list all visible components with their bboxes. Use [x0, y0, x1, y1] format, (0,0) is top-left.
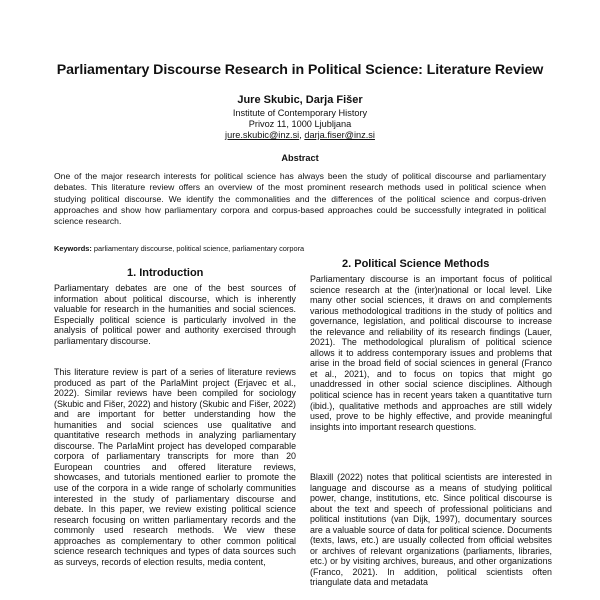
affiliation-institute: Institute of Contemporary History [232, 108, 368, 118]
section-heading-methods: 2. Political Science Methods [342, 258, 490, 270]
email-separator: , [299, 130, 305, 140]
keywords-label: Keywords: [54, 244, 92, 253]
paper-title: Parliamentary Discourse Research in Political Science: Literature Review [56, 62, 544, 78]
methods-paragraph-2: Blaxill (2022) notes that political scientists are interested in language and discourse as a means of studying political power, change, institutions, etc. Since political discourse is about the text and speech of professional politicians and political institutions (van Dijk, 1997), documentary sources are a valuable source of data for political science. Documents (texts, laws, etc.) are usually collected from official websites or archives of relevant organizations (parliaments, libraries, etc.) or by visiting archives, bureaus, and other organizations (Franco, 2021). In addition, political scientists often triangulate data and metadata [310, 472, 552, 588]
abstract-heading: Abstract [281, 153, 319, 163]
paper-authors: Jure Skubic, Darja Fišer [237, 94, 363, 106]
keywords-text: parliamentary discourse, political science, parliamentary corpora [91, 244, 305, 253]
intro-paragraph-2: This literature review is part of a series of literature reviews produced as part of the ParlaMint project (Erjavec et al., 2022). Similar reviews have been compiled for sociology (Skubic and Fišer, 2022) and history (Skubic and Fišer, 2022) and are important for better understanding how the humanities and social sciences use qualitative and quantitative research methods in analyzing parliamentary discourse. The ParlaMint project has developed comparable corpora of parliamentary transcripts for more than 20 European countries and offered literature reviews, showcases, and tutorials mentioned earlier to promote the use of the corpora in a wide range of scholarly communities interested in the study of parliamentary discourse and debate. In this paper, we review existing political science research focusing on written parliamentary records and the commonly used research methods. We view these approaches as complementary to other common political science research techniques and types of data sources such as surveys, records of election results, media content, [54, 367, 296, 567]
abstract-text: One of the major research interests for political science has always been the study of political discourse and parliamentary debates. This literature review offers an overview of the most prominent research methods used in political science when studying political discourse. We identify the commonalities and the differences of the political science and corpus-driven approaches and show how parliamentary corpora and corpus-based approaches could be successfully integrated in political science research. [54, 171, 546, 227]
email-link-fiser[interactable]: darja.fiser@inz.si [304, 130, 375, 140]
author-emails [0, 130, 600, 141]
affiliation-address: Privoz 11, 1000 Ljubljana [248, 119, 352, 129]
methods-paragraph-1: Parliamentary discourse is an important focus of political science research at the (inter)national or local level. Like many other social sciences, it draws on and complements various methodological traditions in the study of politics and governance, legislation, and political discourse to increase the relevance and reliability of its research findings (Lauer, 2021). The methodological pluralism of political science allows it to address contemporary issues and problems that arise in the broad field of social sciences in general (Franco et al., 2021), and to focus on topics that might go unaddressed in other social science disciplines. Although political science has in recent years taken a quantitative turn (ibid.), qualitative methods and approaches are still widely used, prove to be highly effective, and provide meaningful insights into important research questions. [310, 274, 552, 432]
keywords-line [54, 244, 546, 254]
email-link-skubic[interactable]: jure.skubic@inz.si [225, 130, 300, 140]
intro-paragraph-1: Parliamentary debates are one of the best sources of information about political discourse, which is inherently valuable for research in the humanities and social sciences. Especially political science is particularly involved in the analysis of political power and authority exercised through parliamentary discourse. [54, 283, 296, 346]
section-heading-introduction: 1. Introduction [127, 267, 204, 279]
